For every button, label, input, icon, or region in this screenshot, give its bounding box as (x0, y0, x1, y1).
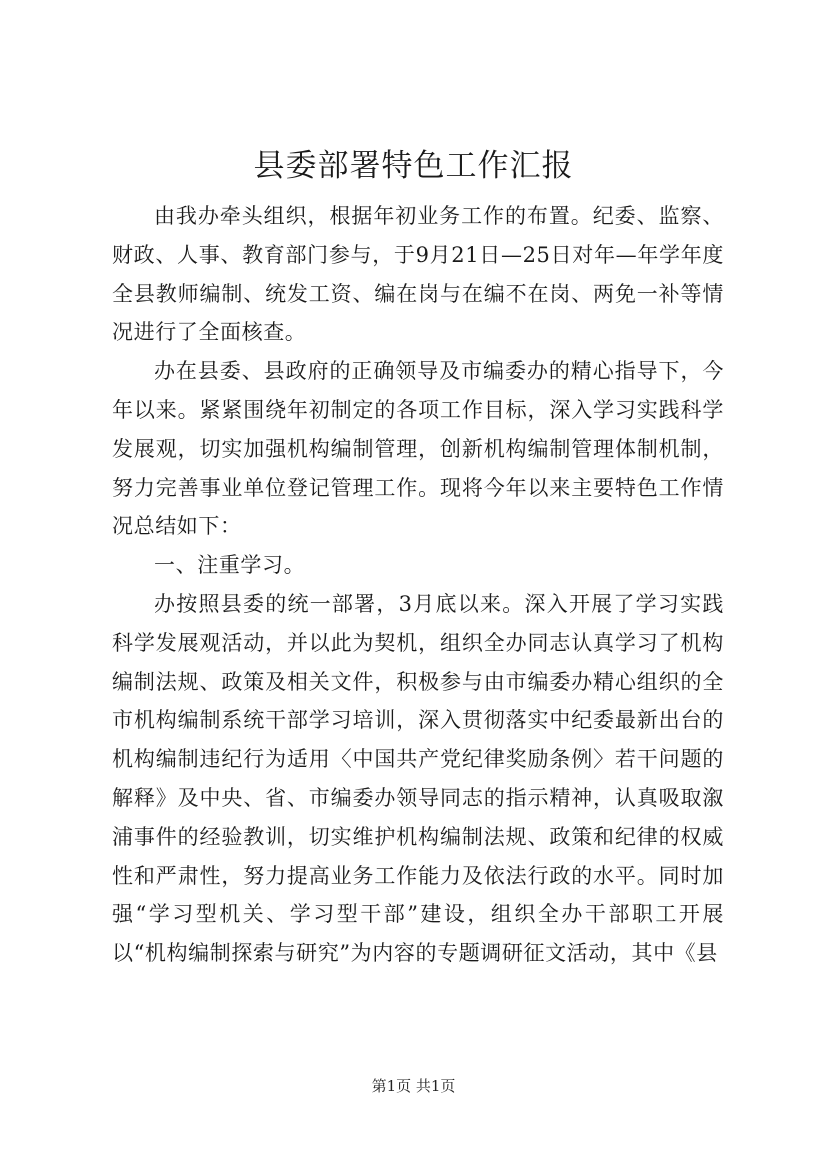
paragraph-1: 由我办牵头组织，根据年初业务工作的布置。纪委、监察、财政、人事、教育部门参与，于9月21日—25日对年—年学年度全县教师编制、统发工资、编在岗与在编不在岗、两免一补等情况进行了全面核查。 (112, 204, 724, 345)
paragraph-2: 办在县委、县政府的正确领导及市编委办的精心指导下，今年以来。紧紧围绕年初制定的各项工作目标，深入学习实践科学发展观，切实加强机构编制管理，创新机构编制管理体制机制，努力完善事业单位登记管理工作。现将今年以来主要特色工作情况总结如下： (112, 359, 724, 539)
document-body (112, 197, 724, 973)
document-title: 县委部署特色工作汇报 (253, 148, 574, 184)
section-heading-1: 一、注重学习。 (154, 553, 306, 578)
page-footer: 第1页 共1页 (371, 1077, 456, 1095)
paragraph-3: 办按照县委的统一部署，3月底以来。深入开展了学习实践科学发展观活动，并以此为契机，组织全办同志认真学习了机构编制法规、政策及相关文件，积极参与由市编委办精心组织的全市机构编制系统干部学习培训，深入贯彻落实中纪委最新出台的机构编制违纪行为适用〈中国共产党纪律奖励条例〉若干问题的解释》及中央、省、市编委办领导同志的指示精神，认真吸取溆浦事件的经验教训，切实维护机构编制法规、政策和纪律的权威性和严肃性，努力提高业务工作能力及依法行政的水平。同时加强“学习型机关、学习型干部”建设，组织全办干部职工开展以“机构编制探索与研究”为内容的专题调研征文活动，其中《县 (112, 591, 724, 966)
